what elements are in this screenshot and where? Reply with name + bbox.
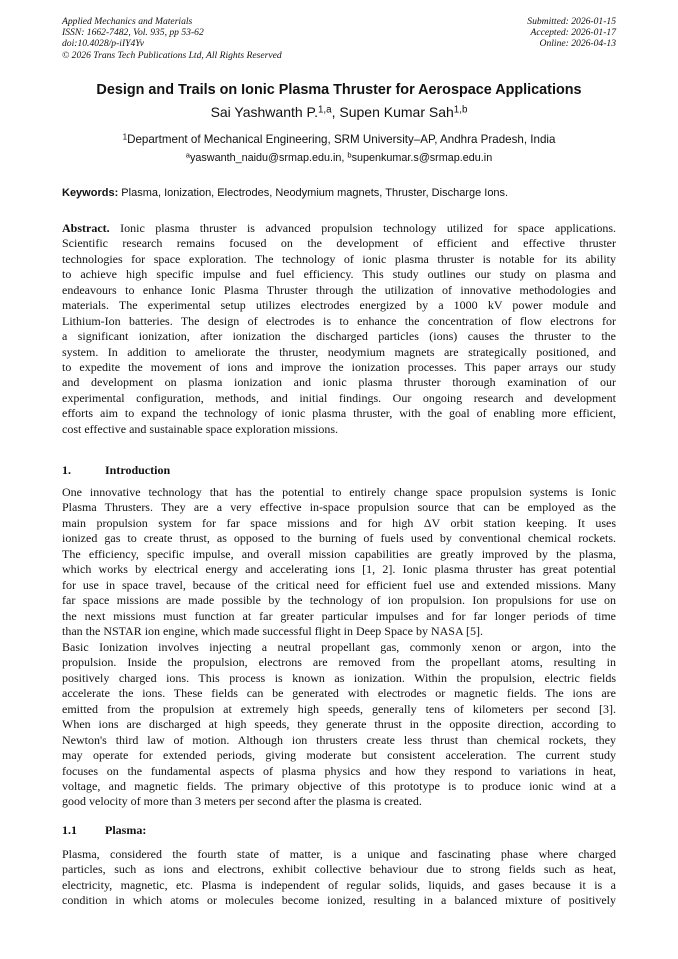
body-line: for use in space travel, because of the critical need for efficient fuel use and extended missions. Many — [62, 577, 616, 592]
paper-title: Design and Trails on Ionic Plasma Thruster for Aerospace Applications — [96, 82, 582, 98]
body-line: Plasma Thrusters. They are a very effective in-space propulsion source that can be employed as the — [62, 500, 616, 515]
body-line: When ions are discharged at high speeds, they generate thrust in the opposite direction, according to — [62, 717, 616, 732]
abstract-line: Scientific research remains focused on the development of efficient and effective thruster — [62, 236, 616, 251]
journal-name: Applied Mechanics and Materials — [62, 16, 193, 27]
abstract-line: experimental configuration, methods, and initial findings. Our ongoing research and development — [62, 390, 616, 405]
subsection-heading — [62, 823, 146, 838]
body-line: the next missions must function at far greater particular impulses and for far longer periods of time — [62, 608, 616, 623]
section-number: 1. — [62, 463, 71, 477]
body-line: which works by electrical energy and accelerating ions [1, 2]. Ionic plasma thruster has great potential — [62, 562, 616, 577]
intro-paragraph — [62, 485, 616, 639]
author-name: Sai Yashwanth P. — [210, 104, 318, 120]
body-line: Plasma, considered the fourth state of matter, is a unique and fascinating phase where charged — [62, 847, 616, 861]
online-date: Online: 2026-04-13 — [539, 38, 616, 50]
author-name: Supen Kumar Sah — [339, 104, 454, 120]
abstract — [62, 221, 616, 437]
ionization-paragraph — [62, 640, 616, 810]
abstract-text: Ionic plasma thruster is advanced propulsion technology utilized for space applications. — [109, 221, 616, 235]
author-separator: , — [331, 104, 340, 120]
body-line: The efficiency, specific impulse, and overall mission capabilities are greatly improved by the plasma, — [62, 546, 616, 561]
body-line: voltage, and magnetic fields. The primary objective of this prototype is to produce ionic wind at a — [62, 778, 616, 793]
subsection-number: 1.1 — [62, 823, 77, 837]
body-line: particles, such as ions and electrons, exhibit collective behaviour due to strong fields such as heat, — [62, 862, 616, 877]
abstract-line: to expedite the movement of ions and improve the ionization processes. This paper arrays our study — [62, 359, 616, 374]
body-line: Newton's third law of motion. Although ion thrusters create less thrust than chemical rockets, they — [62, 732, 616, 747]
accepted-date: Accepted: 2026-01-17 — [530, 27, 616, 39]
affiliation-mark: 1 — [122, 132, 128, 142]
submitted-date: Submitted: 2026-01-15 — [527, 16, 616, 27]
abstract-line: a significant ionization, after ionization the discharged particles (ions) causes the thruster to the — [62, 329, 616, 344]
abstract-line: cost effective and sustainable space exploration missions. — [62, 421, 339, 436]
abstract-line: and development on plasma ionization and ionic plasma thruster thorough examination of our — [62, 375, 616, 390]
abstract-line: materials. The experimental setup utilizes electrodes energized by a 1000 kV power module and — [62, 298, 616, 313]
doi-line: doi:10.4028/p-iIY4Yv — [62, 38, 144, 50]
keywords-label: Keywords: — [62, 187, 119, 199]
submission-dates — [527, 16, 616, 50]
author-affiliation-mark: 1,b — [453, 104, 468, 116]
section-heading — [62, 463, 170, 478]
body-line: far space missions are made possible by the technology of ion propulsion. Ion propulsions for use on — [62, 593, 616, 608]
body-line: ionized gas to create thrust, as opposed to the burning of fuels used by conventional chemical rockets. — [62, 531, 616, 546]
keywords-text: Plasma, Ionization, Electrodes, Neodymium magnets, Thruster, Discharge Ions. — [118, 187, 509, 199]
body-line: Basic Ionization involves injecting a neutral propellant gas, commonly xenon or argon, into the — [62, 640, 616, 654]
abstract-line: to achieve high specific impulse and fuel efficiency. This study outlines our study on plasma and — [62, 267, 616, 282]
journal-info — [62, 16, 282, 61]
body-line: than the NSTAR ion engine, which made successful flight in Deep Space by NASA [5]. — [62, 623, 483, 638]
subsection-title: Plasma: — [105, 823, 147, 837]
affiliation-text: Department of Mechanical Engineering, SRM University–AP, Andhra Pradesh, India — [127, 133, 556, 146]
issn-line: ISSN: 1662-7482, Vol. 935, pp 53-62 — [62, 27, 204, 39]
affiliation — [40, 133, 638, 146]
abstract-label: Abstract. — [62, 221, 110, 235]
email-mark: b — [347, 150, 352, 160]
body-line: electricity, magnetic, etc. Plasma is independent of regular solids, liquids, and gases because it is a — [62, 877, 616, 892]
plasma-paragraph — [62, 847, 616, 909]
author-affiliation-mark: 1,a — [317, 104, 332, 116]
body-line: accelerate the ions. These fields can be generated with electrodes or magnetic fields. The ions are — [62, 686, 616, 701]
email-link[interactable]: yaswanth_naidu@srmap.edu.in — [189, 152, 342, 164]
email-mark: a — [185, 150, 190, 160]
body-line: positively charged ions. This process is known as ionization. Within the propulsion, electric fields — [62, 670, 616, 685]
body-line: condition in which atoms or molecules become ionized, resulting in a balanced mixture of positively — [62, 893, 616, 908]
section-title: Introduction — [105, 463, 171, 477]
abstract-line: technologies for space exploration. The technology of ionic plasma thruster is notable for its ability — [62, 251, 616, 266]
author-emails — [40, 152, 638, 164]
body-line: good velocity of more than 3 meters per second after the plasma is created. — [62, 794, 422, 809]
body-line: One innovative technology that has the potential to entirely change space propulsion systems is Ionic — [62, 485, 616, 499]
email-link[interactable]: supenkumar.s@srmap.edu.in — [351, 152, 493, 164]
body-line: main propulsion system for far space missions and for high ΔV orbit station keeping. It uses — [62, 515, 616, 530]
author-list — [40, 104, 638, 120]
email-separator: , — [341, 152, 348, 164]
abstract-line: system. In addition to ameliorate the thruster, neodymium magnets are strategically positioned, and — [62, 344, 616, 359]
abstract-line: Lithium-Ion batteries. The design of electrodes is to enhance the concentration of flow electrons for — [62, 313, 616, 328]
body-line: emitted from the propulsion at extremely high speeds, generally tens of kilometers per second [3]. — [62, 701, 616, 716]
abstract-line — [62, 221, 616, 236]
body-line: focuses on the fundamental aspects of plasma physics and how they respond to variations in heat, — [62, 763, 616, 778]
body-line: may operate for extended periods, giving moderate but consistent acceleration. The current study — [62, 748, 616, 763]
abstract-line: efforts aim to expand the technology of ionic plasma thruster, with the goal of enabling more efficient, — [62, 406, 616, 421]
keywords — [62, 187, 616, 199]
journal-header — [62, 16, 616, 64]
copyright-line: © 2026 Trans Tech Publications Ltd, All Rights Reserved — [62, 49, 282, 61]
body-line: propulsion. Inside the propulsion, electrons are removed from the propellant atoms, resulting in — [62, 655, 616, 670]
abstract-line: endeavours to enhance Ionic Plasma Thruster through the utilization of innovative methodologies and — [62, 282, 616, 297]
